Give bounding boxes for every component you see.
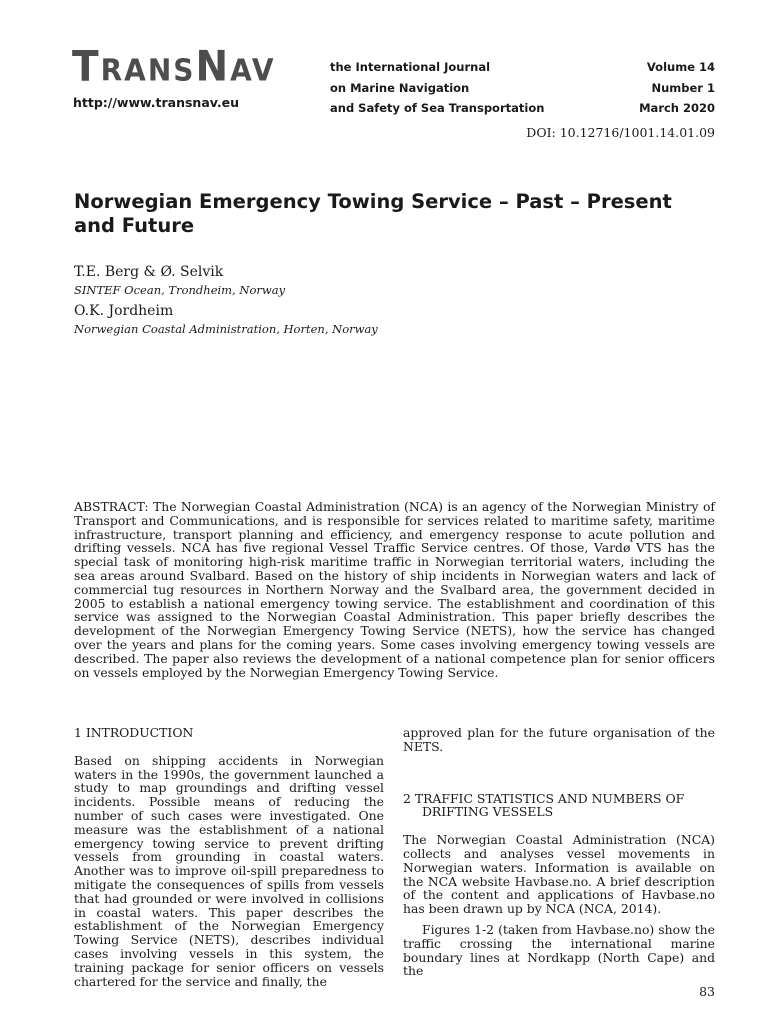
journal-line-1: the International Journal — [330, 60, 491, 74]
page-number: 83 — [699, 984, 715, 999]
issue-info — [639, 57, 715, 119]
transnav-logo: TRANSNAV — [72, 42, 276, 92]
journal-line-2: on Marine Navigation — [330, 80, 470, 95]
section-2-paragraph-1: The Norwegian Coastal Administration (NCA) collects and analyses vessel movements in Norwegian waters. Information is available on the NCA website Havbase.no. A brief description of the content and applications of Havbase.no has been drawn up by NCA (NCA, 2014). — [403, 832, 715, 917]
doi[interactable]: DOI: 10.12716/1001.14.01.09 — [526, 125, 715, 140]
section-1-heading: 1 INTRODUCTION — [74, 725, 194, 740]
article-title: Norwegian Emergency Towing Service – Past – Present and Future — [74, 190, 672, 237]
section-2-paragraph-2: Figures 1-2 (taken from Havbase.no) show the traffic crossing the international marine boundary lines at Nordkapp (North Cape) and the — [403, 921, 715, 979]
abstract: ABSTRACT: The Norwegian Coastal Administration (NCA) is an agency of the Norwegian Ministry of Transport and Communications, and is responsible for services related to maritime safety, maritime infrastructure, transport planning and efficiency, and emergency response to acute pollution and drifting vessels. NCA has five regional Vessel Traffic Service centres. Of those, Vardø VTS has the special task of monitoring high-risk maritime traffic in Norwegian territorial waters, including the sea areas around Svalbard. Based on the history of ship incidents in Norwegian waters and lack of commercial tug resources in Northern Norway and the Svalbard area, the government decided in 2005 to establish a national emergency towing service. The establishment and coordination of this service was assigned to the Norwegian Coastal Administration. This paper briefly describes the development of the Norwegian Emergency Towing Service (NETS), how the service has changed over the years and plans for the coming years. Some cases involving emergency towing vessels are described. The paper also reviews the development of a national competence plan for senior officers on vessels employed by the Norwegian Emergency Towing Service. — [74, 499, 715, 680]
author-1: T.E. Berg & Ø. Selvik — [74, 264, 224, 280]
journal-line-3: and Safety of Sea Transportation — [330, 101, 545, 115]
right-column — [403, 726, 715, 978]
volume: Volume 14 — [646, 60, 715, 74]
journal-url[interactable]: http://www.transnav.eu — [73, 95, 240, 110]
number: Number 1 — [651, 80, 715, 95]
affiliation-1: SINTEF Ocean, Trondheim, Norway — [74, 283, 286, 297]
affiliation-2: Norwegian Coastal Administration, Horten, Norway — [74, 322, 378, 336]
left-column — [74, 726, 384, 988]
issue-date: March 2020 — [639, 101, 715, 115]
section-2-heading: 2 TRAFFIC STATISTICS AND NUMBERS OF DRIFTING VESSELS — [403, 790, 685, 820]
author-2: O.K. Jordheim — [74, 303, 174, 319]
journal-name — [330, 57, 544, 119]
section-1-paragraph: Based on shipping accidents in Norwegian waters in the 1990s, the government launched a study to map groundings and drifting vessel incidents. Possible means of reducing the number of such cases were investigated. One measure was the establishment of a national emergency towing service to prevent drifting vessels from grounding in coastal waters. Another was to improve oil-spill preparedness to mitigate the consequences of spills from vessels that had grounded or were involved in collisions in coastal waters. This paper describes the establishment of the Norwegian Emergency Towing Service (NETS), describes individual cases involving vessels in this system, the training package for senior officers on vessels chartered for the service and finally, the — [74, 752, 384, 989]
continued-paragraph: approved plan for the future organisation of the NETS. — [403, 725, 715, 754]
